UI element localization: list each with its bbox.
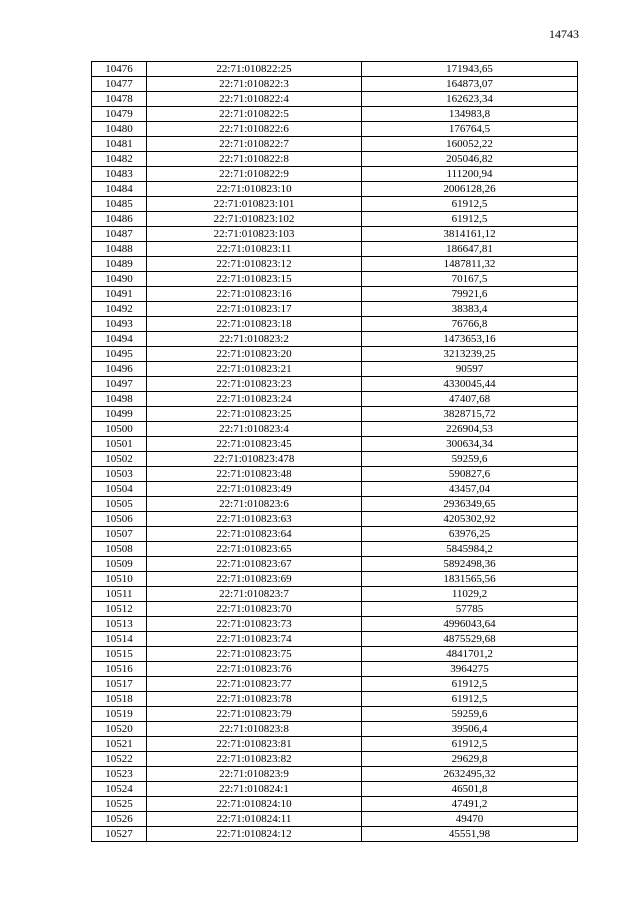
cadastral-number-cell: 22:71:010823:78 (147, 692, 362, 707)
table-row (92, 812, 578, 827)
cadastral-number-cell: 22:71:010822:8 (147, 152, 362, 167)
row-number-cell: 10521 (92, 737, 147, 752)
table-row (92, 332, 578, 347)
table-row (92, 722, 578, 737)
table-row (92, 242, 578, 257)
cadastral-number-cell: 22:71:010823:67 (147, 557, 362, 572)
cadastral-number-cell: 22:71:010823:24 (147, 392, 362, 407)
value-cell: 59259,6 (362, 452, 578, 467)
value-cell: 59259,6 (362, 707, 578, 722)
table-row (92, 92, 578, 107)
cadastral-number-cell: 22:71:010823:2 (147, 332, 362, 347)
row-number-cell: 10507 (92, 527, 147, 542)
value-cell: 61912,5 (362, 212, 578, 227)
table-row (92, 827, 578, 842)
row-number-cell: 10500 (92, 422, 147, 437)
table-row (92, 212, 578, 227)
table-row (92, 302, 578, 317)
value-cell: 2632495,32 (362, 767, 578, 782)
row-number-cell: 10495 (92, 347, 147, 362)
value-cell: 39506,4 (362, 722, 578, 737)
table-row (92, 182, 578, 197)
row-number-cell: 10486 (92, 212, 147, 227)
row-number-cell: 10490 (92, 272, 147, 287)
table-row (92, 107, 578, 122)
cadastral-number-cell: 22:71:010822:6 (147, 122, 362, 137)
row-number-cell: 10516 (92, 662, 147, 677)
row-number-cell: 10494 (92, 332, 147, 347)
cadastral-number-cell: 22:71:010823:81 (147, 737, 362, 752)
value-cell: 3814161,12 (362, 227, 578, 242)
table-row (92, 782, 578, 797)
row-number-cell: 10489 (92, 257, 147, 272)
cadastral-number-cell: 22:71:010823:65 (147, 542, 362, 557)
cadastral-number-cell: 22:71:010823:18 (147, 317, 362, 332)
cadastral-number-cell: 22:71:010823:4 (147, 422, 362, 437)
value-cell: 45551,98 (362, 827, 578, 842)
row-number-cell: 10493 (92, 317, 147, 332)
row-number-cell: 10527 (92, 827, 147, 842)
cadastral-number-cell: 22:71:010823:7 (147, 587, 362, 602)
row-number-cell: 10515 (92, 647, 147, 662)
row-number-cell: 10513 (92, 617, 147, 632)
row-number-cell: 10487 (92, 227, 147, 242)
cadastral-number-cell: 22:71:010823:17 (147, 302, 362, 317)
value-cell: 2006128,26 (362, 182, 578, 197)
row-number-cell: 10501 (92, 437, 147, 452)
table-row (92, 527, 578, 542)
cadastral-number-cell: 22:71:010823:8 (147, 722, 362, 737)
cadastral-number-cell: 22:71:010823:102 (147, 212, 362, 227)
value-cell: 3828715,72 (362, 407, 578, 422)
value-cell: 171943,65 (362, 62, 578, 77)
row-number-cell: 10479 (92, 107, 147, 122)
table-row (92, 257, 578, 272)
value-cell: 164873,07 (362, 77, 578, 92)
row-number-cell: 10502 (92, 452, 147, 467)
row-number-cell: 10509 (92, 557, 147, 572)
value-cell: 205046,82 (362, 152, 578, 167)
value-cell: 76766,8 (362, 317, 578, 332)
table-row (92, 737, 578, 752)
cadastral-table (91, 61, 578, 842)
row-number-cell: 10511 (92, 587, 147, 602)
table-row (92, 347, 578, 362)
value-cell: 57785 (362, 602, 578, 617)
table-row (92, 662, 578, 677)
table-body (92, 62, 578, 842)
value-cell: 2936349,65 (362, 497, 578, 512)
row-number-cell: 10484 (92, 182, 147, 197)
value-cell: 47491,2 (362, 797, 578, 812)
value-cell: 4875529,68 (362, 632, 578, 647)
cadastral-number-cell: 22:71:010823:20 (147, 347, 362, 362)
table-row (92, 317, 578, 332)
cadastral-number-cell: 22:71:010824:1 (147, 782, 362, 797)
table-row (92, 392, 578, 407)
row-number-cell: 10520 (92, 722, 147, 737)
table-row (92, 692, 578, 707)
cadastral-number-cell: 22:71:010823:49 (147, 482, 362, 497)
page-number: 14743 (549, 27, 579, 41)
value-cell: 61912,5 (362, 737, 578, 752)
cadastral-number-cell: 22:71:010823:75 (147, 647, 362, 662)
table-row (92, 497, 578, 512)
value-cell: 5892498,36 (362, 557, 578, 572)
cadastral-number-cell: 22:71:010823:9 (147, 767, 362, 782)
value-cell: 300634,34 (362, 437, 578, 452)
row-number-cell: 10519 (92, 707, 147, 722)
cadastral-number-cell: 22:71:010823:64 (147, 527, 362, 542)
value-cell: 61912,5 (362, 197, 578, 212)
table-row (92, 227, 578, 242)
table-row (92, 767, 578, 782)
value-cell: 70167,5 (362, 272, 578, 287)
row-number-cell: 10505 (92, 497, 147, 512)
table-row (92, 797, 578, 812)
cadastral-number-cell: 22:71:010824:11 (147, 812, 362, 827)
cadastral-number-cell: 22:71:010823:79 (147, 707, 362, 722)
cadastral-number-cell: 22:71:010823:70 (147, 602, 362, 617)
value-cell: 134983,8 (362, 107, 578, 122)
row-number-cell: 10488 (92, 242, 147, 257)
value-cell: 1487811,32 (362, 257, 578, 272)
value-cell: 38383,4 (362, 302, 578, 317)
row-number-cell: 10504 (92, 482, 147, 497)
table-row (92, 512, 578, 527)
value-cell: 1831565,56 (362, 572, 578, 587)
row-number-cell: 10491 (92, 287, 147, 302)
cadastral-number-cell: 22:71:010823:21 (147, 362, 362, 377)
value-cell: 5845984,2 (362, 542, 578, 557)
cadastral-number-cell: 22:71:010823:478 (147, 452, 362, 467)
table-row (92, 137, 578, 152)
row-number-cell: 10526 (92, 812, 147, 827)
table-row (92, 407, 578, 422)
table-row (92, 77, 578, 92)
cadastral-number-cell: 22:71:010823:74 (147, 632, 362, 647)
row-number-cell: 10485 (92, 197, 147, 212)
value-cell: 61912,5 (362, 677, 578, 692)
row-number-cell: 10525 (92, 797, 147, 812)
table-row (92, 587, 578, 602)
row-number-cell: 10496 (92, 362, 147, 377)
table-row (92, 287, 578, 302)
table-row (92, 62, 578, 77)
table-row (92, 752, 578, 767)
cadastral-number-cell: 22:71:010823:63 (147, 512, 362, 527)
cadastral-number-cell: 22:71:010823:69 (147, 572, 362, 587)
row-number-cell: 10477 (92, 77, 147, 92)
value-cell: 4330045,44 (362, 377, 578, 392)
value-cell: 11029,2 (362, 587, 578, 602)
table-row (92, 542, 578, 557)
row-number-cell: 10506 (92, 512, 147, 527)
value-cell: 111200,94 (362, 167, 578, 182)
table-row (92, 677, 578, 692)
value-cell: 29629,8 (362, 752, 578, 767)
table-row (92, 482, 578, 497)
cadastral-number-cell: 22:71:010823:25 (147, 407, 362, 422)
value-cell: 186647,81 (362, 242, 578, 257)
value-cell: 176764,5 (362, 122, 578, 137)
row-number-cell: 10510 (92, 572, 147, 587)
table-row (92, 272, 578, 287)
cadastral-number-cell: 22:71:010823:77 (147, 677, 362, 692)
table-row (92, 377, 578, 392)
value-cell: 63976,25 (362, 527, 578, 542)
table-row (92, 152, 578, 167)
table-row (92, 632, 578, 647)
cadastral-number-cell: 22:71:010823:15 (147, 272, 362, 287)
cadastral-number-cell: 22:71:010823:6 (147, 497, 362, 512)
cadastral-number-cell: 22:71:010824:10 (147, 797, 362, 812)
cadastral-number-cell: 22:71:010822:7 (147, 137, 362, 152)
table-row (92, 617, 578, 632)
table-row (92, 557, 578, 572)
row-number-cell: 10523 (92, 767, 147, 782)
row-number-cell: 10478 (92, 92, 147, 107)
table-row (92, 452, 578, 467)
row-number-cell: 10524 (92, 782, 147, 797)
cadastral-number-cell: 22:71:010823:103 (147, 227, 362, 242)
cadastral-number-cell: 22:71:010822:4 (147, 92, 362, 107)
value-cell: 4205302,92 (362, 512, 578, 527)
cadastral-number-cell: 22:71:010823:76 (147, 662, 362, 677)
table-row (92, 422, 578, 437)
row-number-cell: 10476 (92, 62, 147, 77)
table-row (92, 167, 578, 182)
value-cell: 79921,6 (362, 287, 578, 302)
cadastral-number-cell: 22:71:010823:101 (147, 197, 362, 212)
row-number-cell: 10518 (92, 692, 147, 707)
cadastral-number-cell: 22:71:010823:82 (147, 752, 362, 767)
cadastral-number-cell: 22:71:010823:73 (147, 617, 362, 632)
cadastral-number-cell: 22:71:010823:45 (147, 437, 362, 452)
cadastral-number-cell: 22:71:010822:5 (147, 107, 362, 122)
value-cell: 49470 (362, 812, 578, 827)
value-cell: 90597 (362, 362, 578, 377)
value-cell: 3964275 (362, 662, 578, 677)
row-number-cell: 10508 (92, 542, 147, 557)
cadastral-number-cell: 22:71:010822:3 (147, 77, 362, 92)
value-cell: 3213239,25 (362, 347, 578, 362)
row-number-cell: 10514 (92, 632, 147, 647)
value-cell: 226904,53 (362, 422, 578, 437)
row-number-cell: 10503 (92, 467, 147, 482)
row-number-cell: 10480 (92, 122, 147, 137)
table-row (92, 467, 578, 482)
value-cell: 162623,34 (362, 92, 578, 107)
value-cell: 1473653,16 (362, 332, 578, 347)
row-number-cell: 10497 (92, 377, 147, 392)
table-row (92, 572, 578, 587)
value-cell: 160052,22 (362, 137, 578, 152)
row-number-cell: 10512 (92, 602, 147, 617)
cadastral-number-cell: 22:71:010823:48 (147, 467, 362, 482)
value-cell: 4996043,64 (362, 617, 578, 632)
table-row (92, 197, 578, 212)
value-cell: 4841701,2 (362, 647, 578, 662)
cadastral-number-cell: 22:71:010822:25 (147, 62, 362, 77)
row-number-cell: 10481 (92, 137, 147, 152)
row-number-cell: 10492 (92, 302, 147, 317)
value-cell: 47407,68 (362, 392, 578, 407)
table-row (92, 122, 578, 137)
cadastral-number-cell: 22:71:010823:11 (147, 242, 362, 257)
value-cell: 590827,6 (362, 467, 578, 482)
row-number-cell: 10517 (92, 677, 147, 692)
table-row (92, 707, 578, 722)
table-row (92, 362, 578, 377)
table-row (92, 647, 578, 662)
cadastral-number-cell: 22:71:010823:10 (147, 182, 362, 197)
cadastral-number-cell: 22:71:010823:16 (147, 287, 362, 302)
value-cell: 43457,04 (362, 482, 578, 497)
cadastral-number-cell: 22:71:010824:12 (147, 827, 362, 842)
cadastral-number-cell: 22:71:010823:12 (147, 257, 362, 272)
row-number-cell: 10498 (92, 392, 147, 407)
row-number-cell: 10499 (92, 407, 147, 422)
value-cell: 61912,5 (362, 692, 578, 707)
cadastral-number-cell: 22:71:010822:9 (147, 167, 362, 182)
row-number-cell: 10482 (92, 152, 147, 167)
table-row (92, 602, 578, 617)
row-number-cell: 10483 (92, 167, 147, 182)
cadastral-number-cell: 22:71:010823:23 (147, 377, 362, 392)
table-row (92, 437, 578, 452)
value-cell: 46501,8 (362, 782, 578, 797)
row-number-cell: 10522 (92, 752, 147, 767)
